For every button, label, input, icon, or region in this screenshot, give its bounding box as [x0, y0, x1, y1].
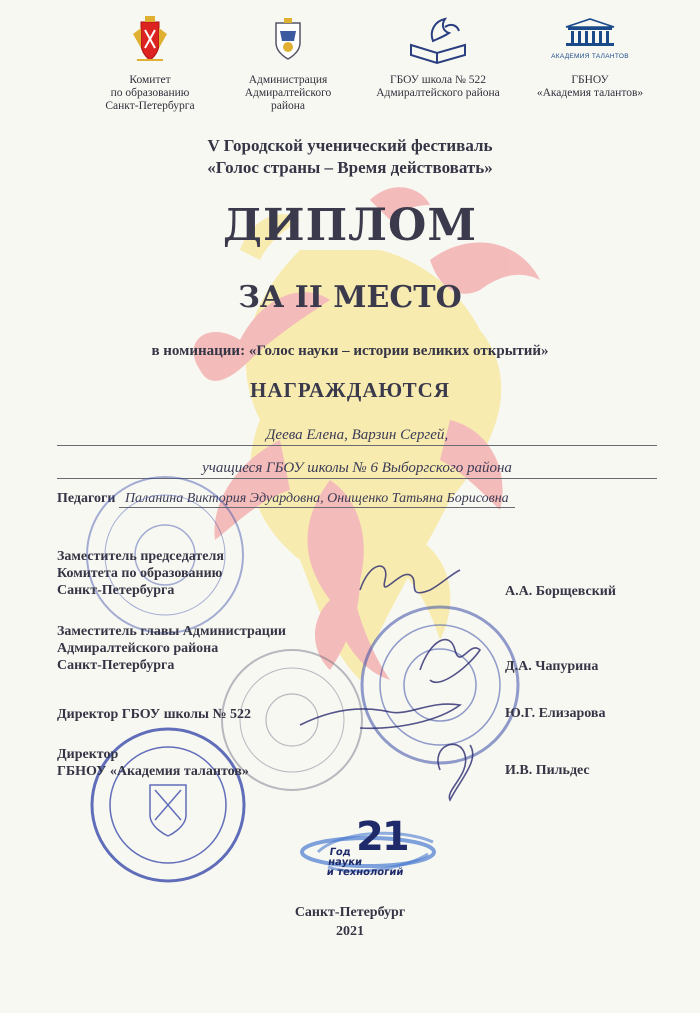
signatory-name-1: А.А. Борщевский	[505, 584, 616, 599]
org-academy-name: ГБНОУ «Академия талантов»	[536, 74, 644, 99]
footer-city: Санкт-Петербург	[294, 905, 406, 920]
recipients-names: Деева Елена, Варзин Сергей,	[57, 425, 657, 446]
org-administration-name: Администрация Адмиралтейского района	[244, 74, 332, 112]
signature-elizarova	[300, 704, 460, 728]
festival-line-2: «Голос страны – Время действовать»	[207, 158, 493, 177]
diploma-title: ДИПЛОМ	[222, 200, 478, 251]
signatory-name-3: Ю.Г. Елизарова	[505, 706, 606, 721]
signatory-position-2: Заместитель главы Администрации Адмиралтейского района Санкт-Петербурга	[57, 624, 286, 673]
nomination-text: в номинации: «Голос науки – истории великих открытий»	[151, 343, 549, 359]
festival-line-1: V Городской ученический фестиваль	[207, 136, 493, 155]
signature-pildes	[438, 744, 473, 800]
recipients-school: учащиеся ГБОУ школы № 6 Выборгского района	[57, 458, 657, 479]
signature-chapurina	[420, 640, 480, 683]
place-title: ЗА II МЕСТО	[238, 280, 462, 315]
awarded-label: НАГРАЖДАЮТСЯ	[249, 378, 450, 402]
footer	[0, 903, 700, 941]
year-logo-number: 21	[356, 814, 408, 860]
signature-borshchevsky	[360, 566, 460, 593]
teachers-names: Паланина Виктория Эдуардовна, Онищенко Татьяна Борисовна	[119, 491, 515, 508]
signatory-name-4: И.В. Пильдес	[505, 763, 590, 778]
signatory-position-1: Заместитель председателя Комитета по образованию Санкт-Петербурга	[57, 549, 224, 598]
signatory-name-2: Д.А. Чапурина	[505, 659, 599, 674]
signatory-position-3: Директор ГБОУ школы № 522	[57, 707, 252, 722]
org-committee-name: Комитет по образованию Санкт-Петербурга	[105, 74, 195, 112]
org-school-name: ГБОУ школа № 522 Адмиралтейского района	[376, 74, 500, 99]
year-logo-text: Год науки и технологий	[325, 847, 405, 878]
academy-logo-text: АКАДЕМИЯ ТАЛАНТОВ	[551, 53, 629, 60]
footer-year: 2021	[336, 924, 364, 939]
teachers-label: Педагоги	[57, 491, 116, 506]
signatory-position-4: Директор ГБНОУ «Академия талантов»	[57, 747, 249, 779]
year-of-science-logo	[298, 812, 438, 897]
stamp-academy	[362, 607, 518, 763]
